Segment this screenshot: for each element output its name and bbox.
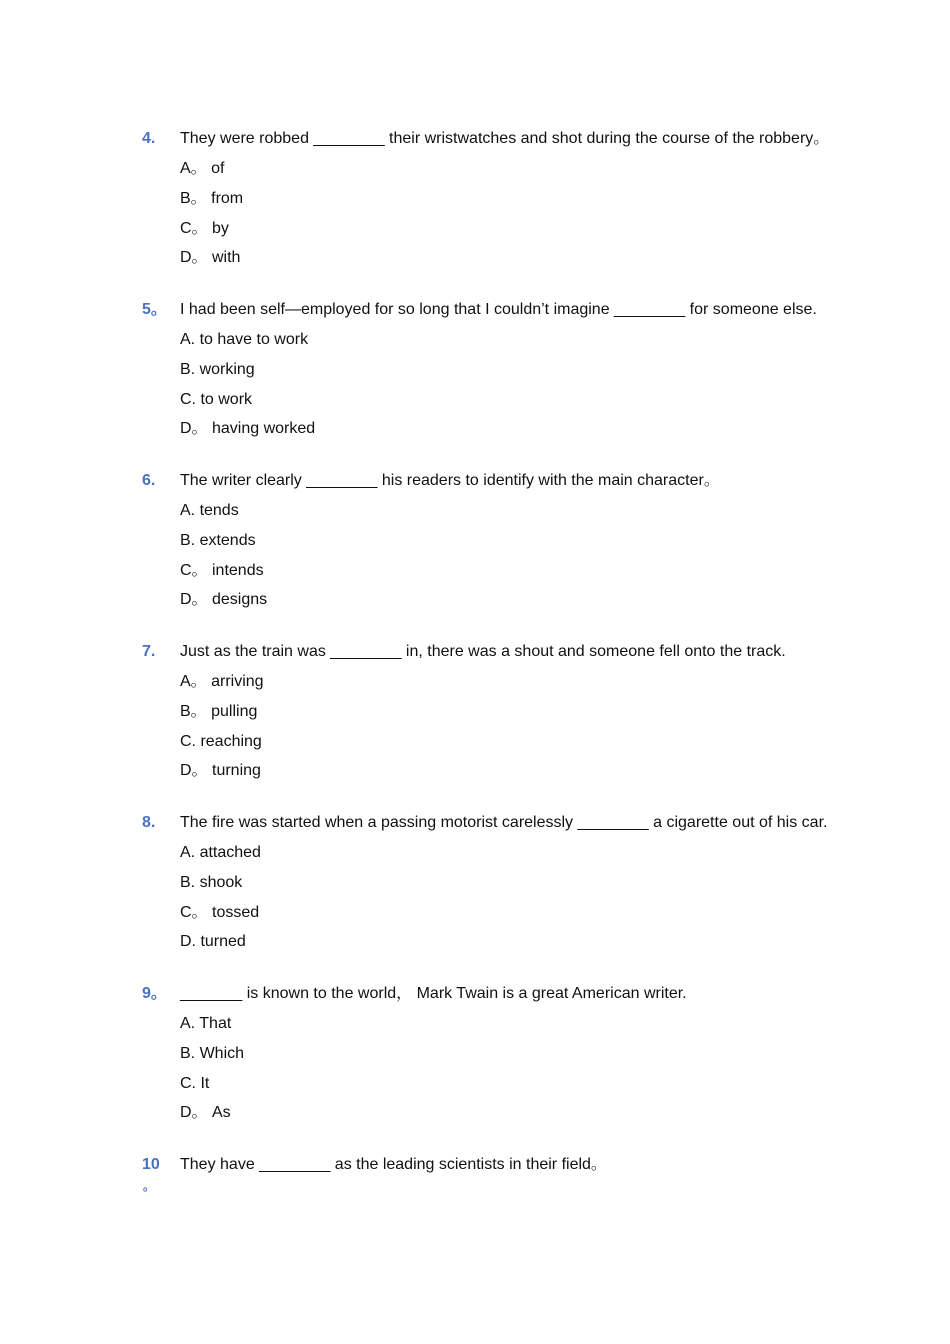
- option-a[interactable]: A. to have to work: [180, 331, 309, 348]
- option-d[interactable]: D。 designs: [180, 591, 268, 609]
- option-list: [180, 843, 261, 962]
- option-c[interactable]: C. It: [180, 1074, 210, 1092]
- question-number: 9。: [142, 985, 167, 1002]
- question-stem: They have ________ as the leading scientists in their field。: [180, 1156, 607, 1173]
- question-number: 6.: [142, 472, 156, 489]
- option-a[interactable]: A. attached: [180, 844, 261, 861]
- option-b[interactable]: B. extends: [180, 531, 256, 549]
- option-a[interactable]: A. tends: [180, 502, 239, 519]
- question-stem: Just as the train was ________ in, there was a shout and someone fell onto the track.: [180, 643, 786, 660]
- option-c[interactable]: C。 tossed: [180, 903, 260, 921]
- option-b[interactable]: B。 pulling: [180, 702, 258, 720]
- option-list: [180, 672, 264, 791]
- option-d[interactable]: D。 turning: [180, 762, 261, 780]
- option-list: [180, 159, 243, 278]
- option-c[interactable]: C。 intends: [180, 561, 264, 579]
- option-b[interactable]: B. working: [180, 360, 255, 378]
- option-a[interactable]: A. That: [180, 1015, 232, 1032]
- question-stem: The fire was started when a passing motorist carelessly ________ a cigarette out of his car.: [180, 814, 828, 831]
- option-b[interactable]: B。 from: [180, 189, 244, 207]
- question-stem: The writer clearly ________ his readers to identify with the main character。: [180, 472, 720, 489]
- option-b[interactable]: B. shook: [180, 873, 243, 891]
- question-stem: They were robbed ________ their wristwatches and shot during the course of the robbery。: [180, 130, 830, 147]
- option-d[interactable]: D。 with: [180, 249, 241, 267]
- option-c[interactable]: C. to work: [180, 390, 253, 408]
- question-number-tail: 。: [143, 1179, 156, 1193]
- option-c[interactable]: C。 by: [180, 219, 229, 237]
- option-list: [180, 330, 315, 449]
- question-stem: I had been self—employed for so long that I couldn’t imagine ________ for someone else.: [180, 301, 817, 318]
- question-number: 7.: [142, 643, 156, 660]
- option-a[interactable]: A。 arriving: [180, 673, 264, 690]
- question-number: 5。: [142, 301, 167, 318]
- option-a[interactable]: A。 of: [180, 160, 225, 177]
- question-number: 8.: [142, 814, 156, 831]
- option-list: [180, 501, 267, 620]
- option-d[interactable]: D. turned: [180, 933, 246, 951]
- question-number: 4.: [142, 130, 156, 147]
- option-c[interactable]: C. reaching: [180, 732, 262, 750]
- option-d[interactable]: D。 having worked: [180, 420, 316, 438]
- question-stem: _______ is known to the world， Mark Twain is a great American writer.: [180, 985, 687, 1002]
- option-list: [180, 1014, 244, 1133]
- option-b[interactable]: B. Which: [180, 1044, 245, 1062]
- question-number: 10: [142, 1156, 160, 1173]
- option-d[interactable]: D。 As: [180, 1104, 231, 1122]
